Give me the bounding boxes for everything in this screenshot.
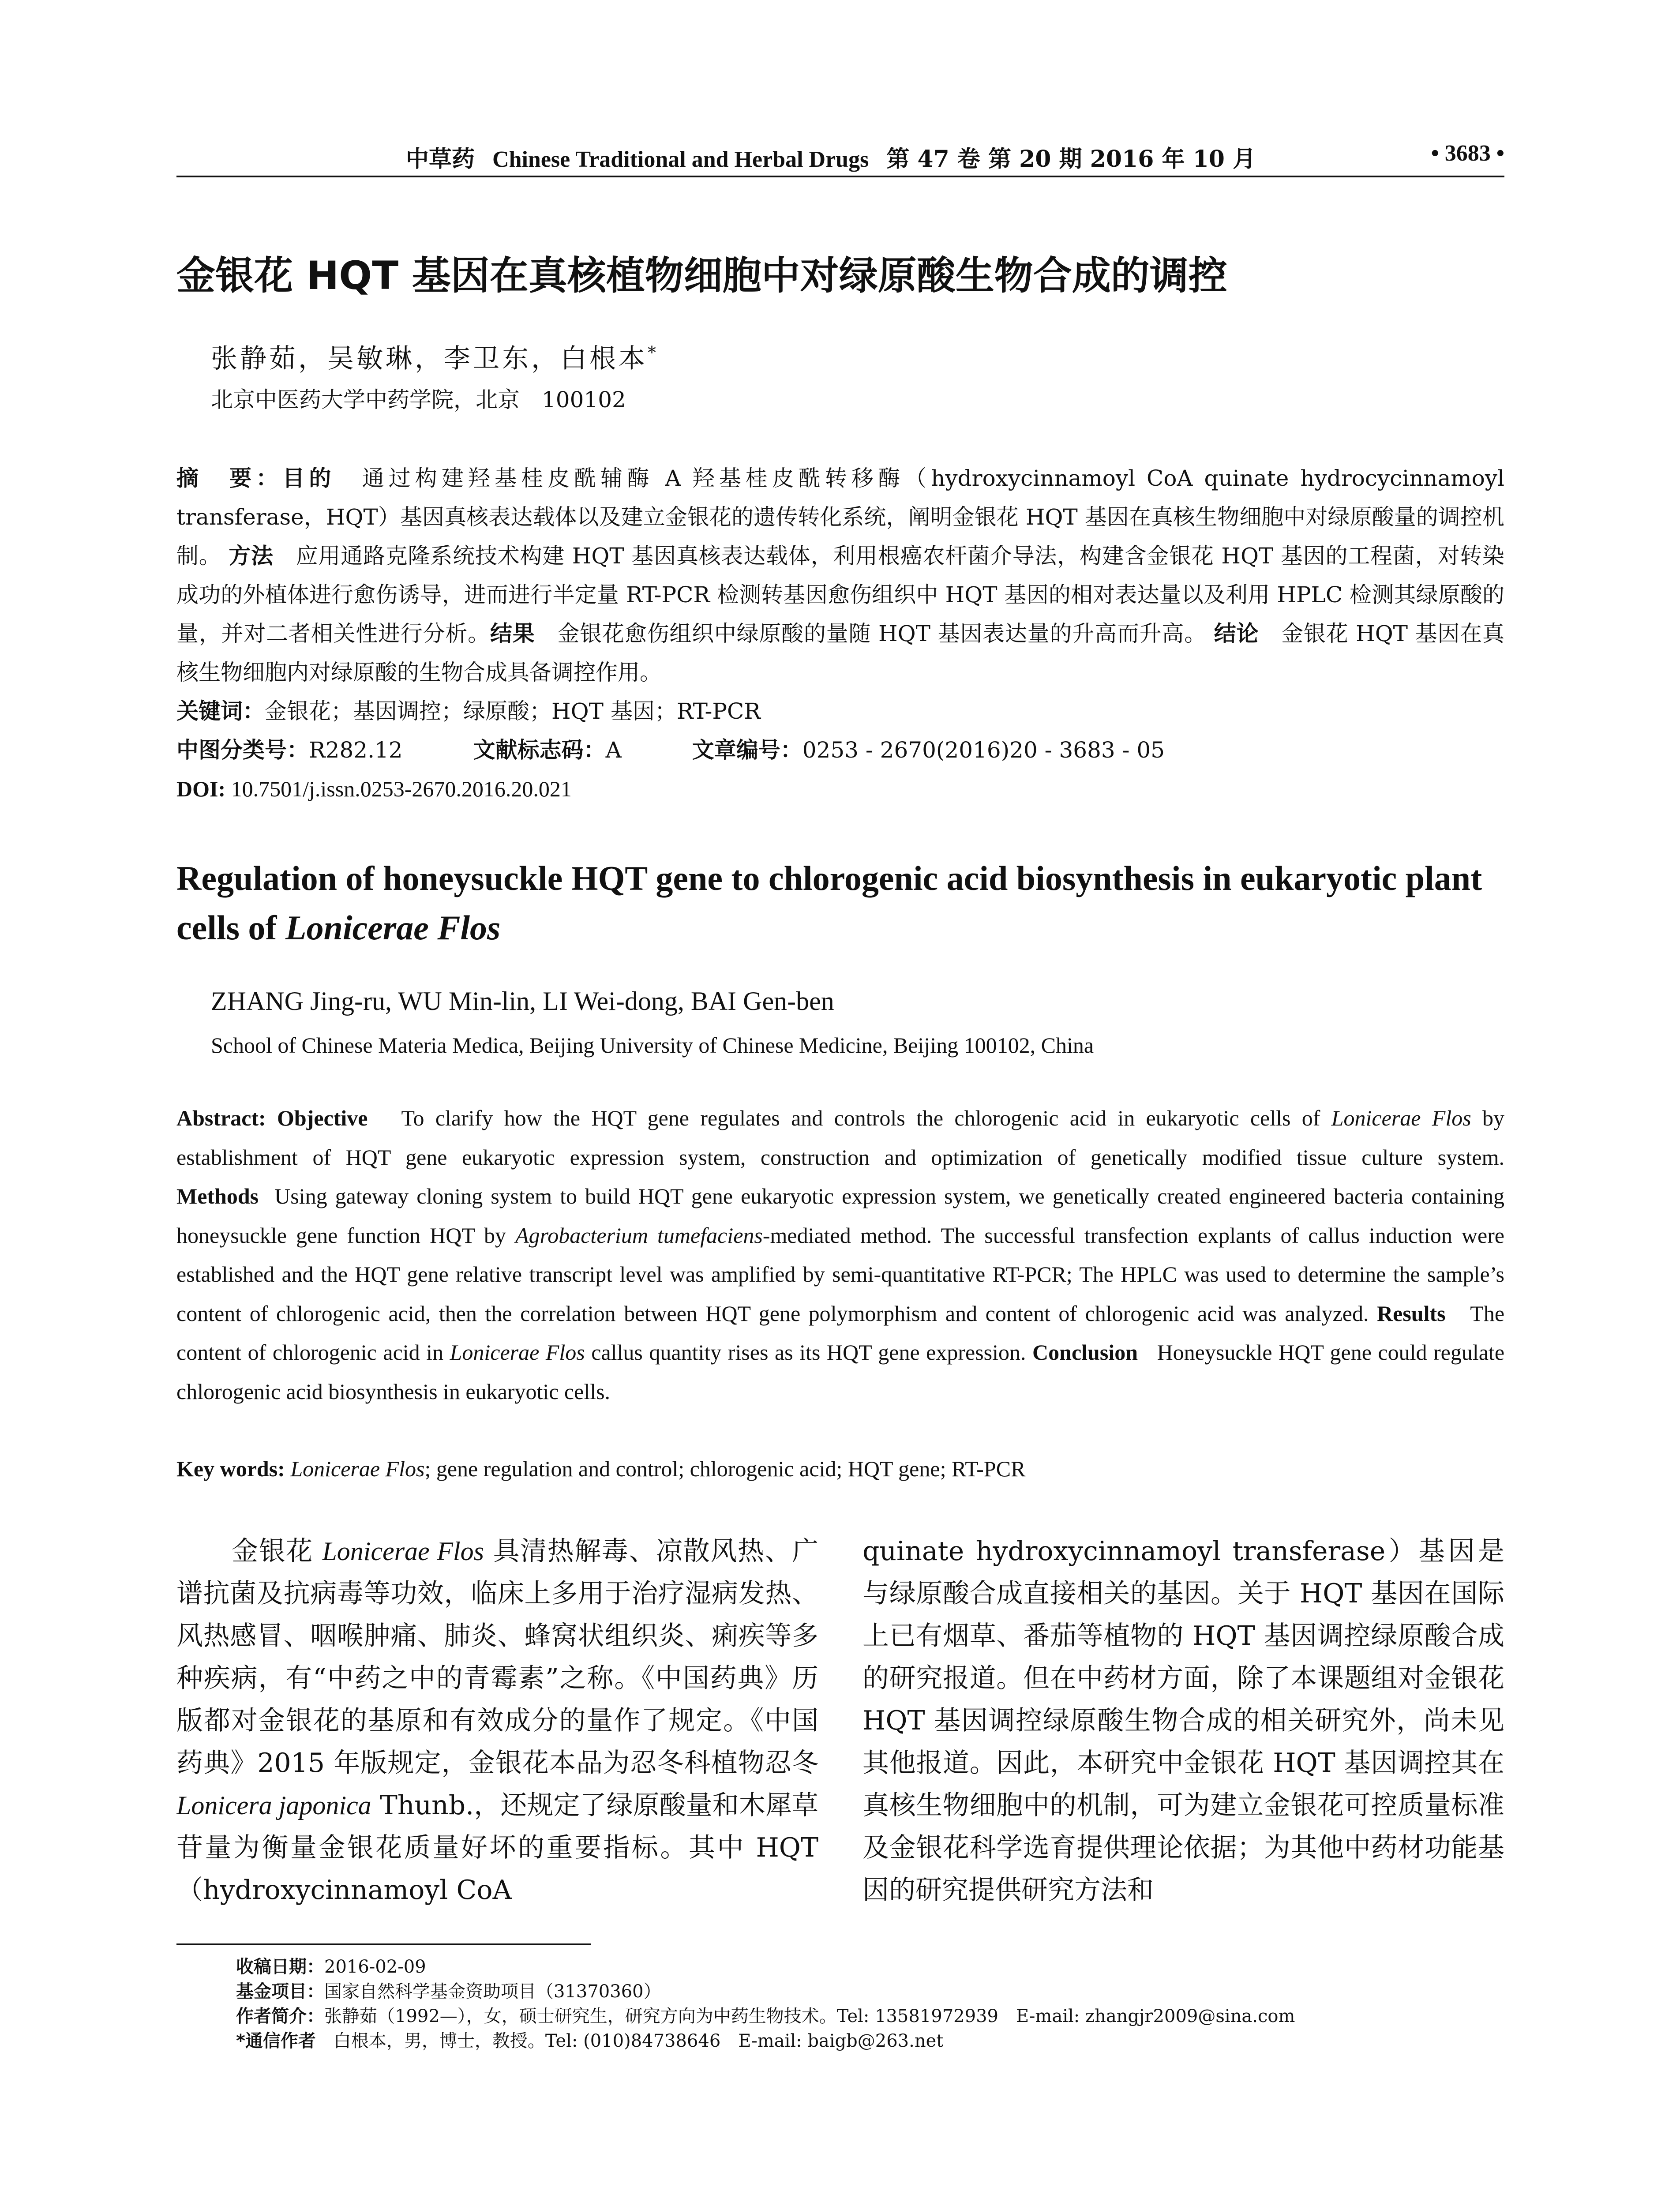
doc-code-value: A: [605, 737, 622, 763]
footnote-author-label: 作者简介：: [236, 2006, 324, 2026]
en-title-italic: Lonicerae Flos: [285, 908, 501, 947]
en-keywords-italic: Lonicerae Flos: [290, 1456, 425, 1481]
en-results-1: The content of chlorogenic acid in: [176, 1301, 1505, 1365]
en-results-label: Results: [1377, 1301, 1446, 1326]
en-methods-1: Using gateway cloning system to build HQT gene eukaryotic expression system, we genetically created engineered bacteria containing honeysuckle gene function HQT by: [176, 1184, 1505, 1248]
clc-label: 中图分类号：: [176, 737, 309, 763]
issue-info: 第 47 卷 第 20 期 2016 年 10 月: [886, 146, 1256, 173]
en-affiliation: School of Chinese Materia Medica, Beijing University of Chinese Medicine, Beijing 100102, China: [211, 1033, 1094, 1058]
doi: [176, 769, 1504, 808]
en-title: [176, 854, 1504, 953]
body-left-text-1: 金银花: [232, 1536, 322, 1567]
en-conclusion-label: Conclusion: [1032, 1340, 1138, 1365]
clc-value: R282.12: [309, 737, 403, 763]
en-results-2: callus quantity rises as its HQT gene expression.: [585, 1340, 1026, 1365]
cn-keywords-label: 关键词：: [176, 698, 265, 724]
doi-value: 10.7501/j.issn.0253-2670.2016.20.021: [231, 777, 572, 801]
en-results-italic: Lonicerae Flos: [450, 1340, 585, 1365]
cn-keywords: [176, 692, 1504, 731]
en-abstract: [176, 1099, 1504, 1411]
footnote-corr-label: *通信作者: [236, 2031, 316, 2051]
body-column-right: quinate hydroxycinnamoyl transferase）基因是与绿原酸合成直接相关的基因。关于 HQT 基因在国际上已有烟草、番茄等植物的 HQT 基因调控绿原酸合成的研究报道。但在中药材方面，除了本课题组对金银花 HQT 基因调控绿原酸生物合成的相关研究外，尚未见其他报道。因此，本研究中金银花 HQT 基因调控其在真核生物细胞中的机制，可为建立金银花可控质量标准及金银花科学选育提供理论依据；为其他中药材功能基因的研究提供研究方法和: [862, 1536, 1504, 1906]
footnote-fund-label: 基金项目：: [236, 1981, 324, 2002]
en-authors: ZHANG Jing-ru, WU Min-lin, LI Wei-dong, BAI Gen-ben: [211, 987, 834, 1016]
cn-objective-label: 目的: [282, 465, 336, 491]
footnote-rule: [176, 1943, 591, 1945]
cn-title: 金银花 HQT 基因在真核植物细胞中对绿原酸生物合成的调控: [176, 253, 1227, 298]
cn-authors: [211, 338, 659, 375]
cn-abstract: [176, 459, 1504, 692]
journal-name-cn: 中草药: [406, 146, 475, 173]
en-methods-label: Methods: [176, 1184, 259, 1208]
body-left-text-2: 具清热解毒、凉散风热、广谱抗菌及抗病毒等功效，临床上多用于治疗湿病发热、风热感冒、咽喉肿痛、肺炎、蜂窝状组织炎、痢疾等多种疾病，有“中药之中的青霉素”之称。《中国药典》历版都对金银花的基原和有效成分的量作了规定。《中国药典》2015 年版规定，金银花本品为忍冬科植物忍冬: [176, 1536, 819, 1778]
cn-conclusion-label: 结论: [1214, 621, 1259, 646]
en-objective-1: To clarify how the HQT gene regulates and controls the chlorogenic acid in eukaryotic cells of: [401, 1106, 1331, 1130]
footnote-received: [236, 1953, 426, 1978]
header-rule: [176, 176, 1504, 177]
cn-classification: [176, 731, 1504, 769]
cn-results-label: 结果: [490, 621, 535, 646]
cn-results: 金银花愈伤组织中绿原酸的量随 HQT 基因表达量的升高而升高。: [557, 621, 1207, 646]
cn-objective: 通过构建羟基桂皮酰辅酶 A 羟基桂皮酰转移酶（hydroxycinnamoyl CoA quinate hydrocycinnamoyl transferase，HQT）基因真核表达载体以及建立金银花的遗传转化系统，阐明金银花 HQT 基因在真核生物细胞中对绿原酸量的调控机制。: [176, 465, 1505, 569]
journal-name-en: Chinese Traditional and Herbal Drugs: [492, 147, 869, 172]
footnote-received-value: 2016-02-09: [324, 1957, 426, 1977]
body-left-text-3: Thunb.，还规定了绿原酸量和木犀草苷量为衡量金银花质量好坏的重要指标。其中 HQT（hydroxycinnamoyl CoA: [176, 1790, 819, 1906]
body-left-italic-2: Lonicera japonica: [176, 1791, 371, 1820]
en-methods-2: -mediated method. The successful transfection explants of callus induction were established and the HQT gene relative transcript level was amplified by semi-quantitative RT-PCR; The HPLC was used to determine the sample’s content of chlorogenic acid, then the correlation between HQT gene polymorphism and content of chlorogenic acid was analyzed.: [176, 1223, 1505, 1326]
en-keywords: [176, 1449, 1504, 1488]
en-objective-2: by establishment of HQT gene eukaryotic expression system, construction and optimization of genetically modified tissue culture system.: [176, 1106, 1505, 1170]
footnote-author: [236, 2002, 1295, 2027]
en-conclusion: Honeysuckle HQT gene could regulate chlorogenic acid biosynthesis in eukaryotic cells.: [176, 1340, 1505, 1404]
footnote-corr-value: 白根本，男，博士，教授。Tel: (010)84738646 E-mail: baigb@263.net: [333, 2031, 944, 2051]
corresponding-mark: *: [648, 343, 659, 362]
cn-affiliation: 北京中医药大学中药学院，北京 100102: [211, 387, 626, 413]
cn-authors-names: 张静茹，吴敏琳，李卫东，白根本: [211, 343, 648, 374]
doi-label: DOI:: [176, 777, 226, 801]
footnote-author-value: 张静茹（1992—），女，硕士研究生，研究方向为中药生物技术。Tel: 13581972939 E-mail: zhangjr2009@sina.com: [324, 2006, 1295, 2026]
en-keywords-rest: ; gene regulation and control; chlorogenic acid; HQT gene; RT-PCR: [424, 1456, 1026, 1481]
running-header: [176, 140, 1504, 176]
en-methods-italic: Agrobacterium tumefaciens: [515, 1223, 763, 1248]
article-no-value: 0253 - 2670(2016)20 - 3683 - 05: [802, 737, 1165, 763]
en-title-main: Regulation of honeysuckle HQT gene to chlorogenic acid biosynthesis in eukaryotic plant cells of: [176, 859, 1482, 947]
footnote-fund-value: 国家自然科学基金资助项目（31370360）: [324, 1981, 661, 2002]
en-objective-italic: Lonicerae Flos: [1331, 1106, 1471, 1130]
cn-methods: 应用通路克隆系统技术构建 HQT 基因真核表达载体，利用根癌农杆菌介导法，构建含金银花 HQT 基因的工程菌，对转染成功的外植体进行愈伤诱导，进而进行半定量 RT-PCR 检测转基因愈伤组织中 HQT 基因的相对表达量以及利用 HPLC 检测其绿原酸的量，并对二者相关性进行分析。: [176, 543, 1505, 646]
page-number: • 3683 •: [1431, 141, 1504, 166]
doc-code-label: 文献标志码：: [473, 737, 606, 763]
article-no-label: 文章编号：: [692, 737, 802, 763]
footnote-received-label: 收稿日期：: [236, 1957, 324, 1977]
footnote-corresponding: [236, 2027, 943, 2052]
body-left-italic-1: Lonicerae Flos: [322, 1537, 484, 1566]
cn-abstract-label: 摘 要：: [176, 465, 283, 491]
cn-methods-label: 方法: [229, 543, 274, 569]
body-column-left: [176, 1530, 818, 1911]
footnote-fund: [236, 1977, 661, 2003]
en-keywords-label: Key words:: [176, 1456, 285, 1481]
cn-conclusion: 金银花 HQT 基因在真核生物细胞内对绿原酸的生物合成具备调控作用。: [176, 621, 1505, 685]
en-abstract-label: Abstract: Objective: [176, 1106, 368, 1130]
cn-keywords-text: 金银花；基因调控；绿原酸；HQT 基因；RT-PCR: [265, 698, 761, 724]
